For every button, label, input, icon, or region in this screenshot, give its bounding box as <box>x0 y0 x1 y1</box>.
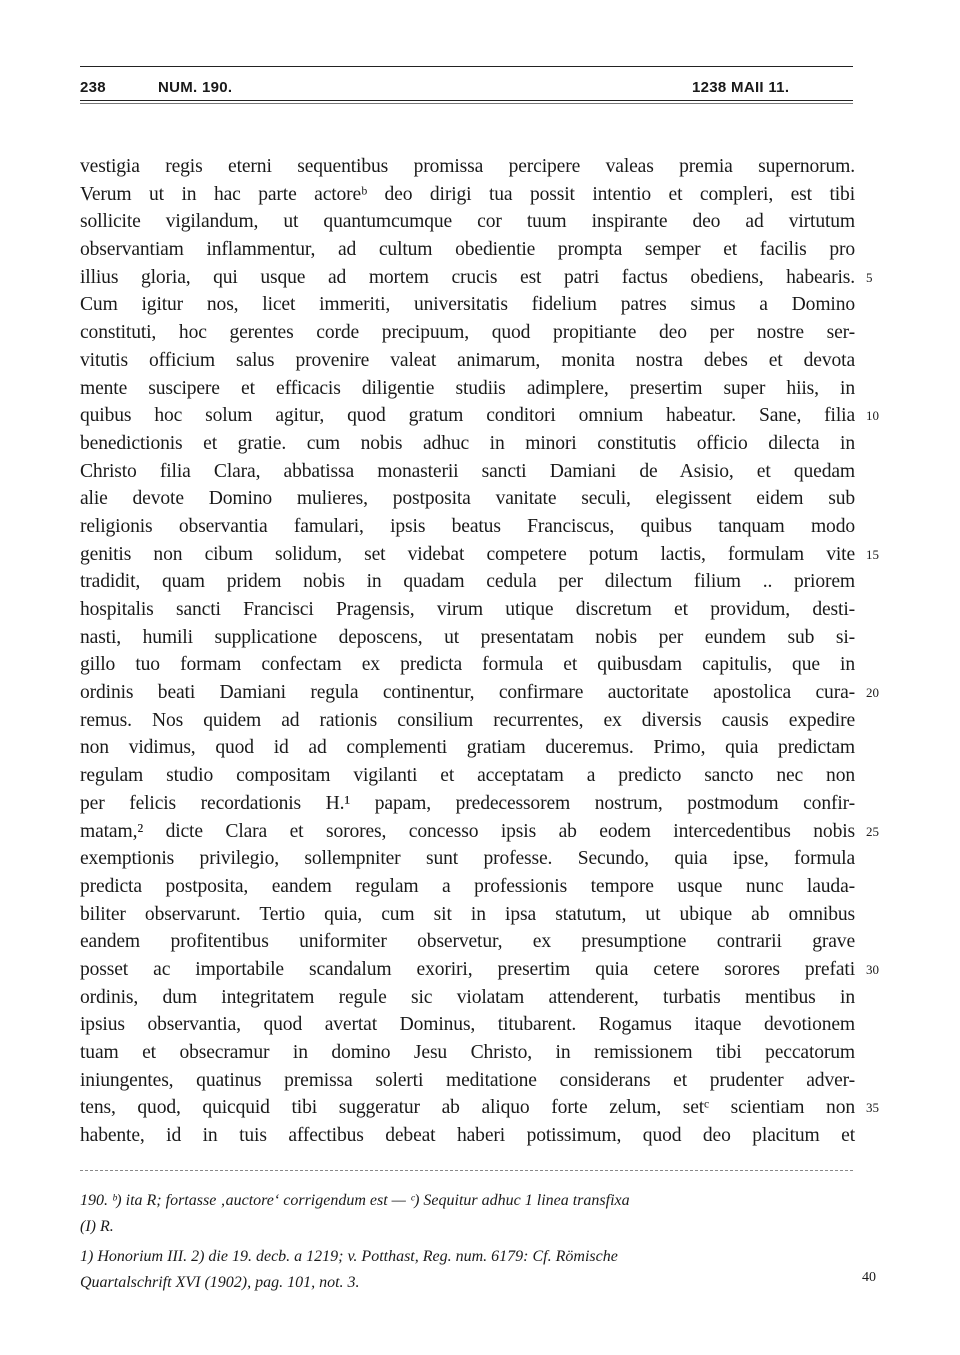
text-line-content: ordinis, dum integritatem regule sic violatam attenderent, turbatis mentibus in <box>80 986 855 1008</box>
text-line <box>80 707 855 735</box>
text-line-content: vitutis officium salus provenire valeat animarum, monita nostra debes et devota <box>80 349 855 371</box>
text-line <box>80 679 879 707</box>
text-line-content: predicta postposita, eandem regulam a professionis tempore usque nunc lauda- <box>80 875 855 897</box>
text-line-content: constituti, hoc gerentes corde precipuum, quod propitiante deo per nostre ser- <box>80 322 855 344</box>
line-number: 40 <box>862 1270 876 1285</box>
text-line-content: matam,² dicte Clara et sorores, concesso ipsis ab eodem intercedentibus nobis <box>80 820 855 842</box>
text-line <box>80 264 873 292</box>
text-line <box>80 1094 879 1122</box>
text-line-content: exemptionis privilegio, sollempniter sunt professe. Secundo, quia ipse, formula <box>80 848 855 870</box>
footnote-text: (I) R. <box>80 1218 114 1235</box>
main-text <box>80 153 879 1150</box>
running-header <box>80 74 853 100</box>
text-line-content: non vidimus, quod id ad complementi gratiam duceremus. Primo, quia predictam <box>80 737 855 759</box>
line-number: 15 <box>866 546 879 562</box>
text-line-content: gillo tuo formam confectam ex predicta formula et quibusdam capitulis, que in <box>80 654 855 676</box>
text-line-content: ordinis beati Damiani regula continentur, confirmare auctoritate apostolica cura- <box>80 682 855 704</box>
text-line <box>80 984 855 1012</box>
text-line-content: vestigia regis eterni sequentibus promissa percipere valeas premia supernorum. <box>80 156 855 177</box>
footnote-text: Quartalschrift XVI (1902), pag. 101, not. 3. <box>80 1274 360 1291</box>
text-line <box>80 541 879 569</box>
line-number: 30 <box>866 961 879 977</box>
text-line <box>80 181 855 209</box>
text-line-content: regulam studio compositam vigilanti et acceptatam a predicto sancto nec non <box>80 765 855 787</box>
text-line-content: per felicis recordationis H.¹ papam, predecessorem nostrum, postmodum confir- <box>80 792 855 814</box>
text-line <box>80 1122 855 1150</box>
text-line-content: eandem profitentibus uniformiter observetur, ex presumptione contrarii grave <box>80 931 855 953</box>
header-bottom-rule <box>80 100 853 101</box>
line-number: 10 <box>866 408 879 424</box>
text-line-content: mente suscipere et efficacis diligentie studiis adimplere, presertim super hiis, in <box>80 377 855 399</box>
text-line-content: biliter observarunt. Tertio quia, cum sit in ipsa statutum, ut ubique ab omnibus <box>80 903 855 925</box>
line-number: 5 <box>866 269 873 285</box>
text-line <box>80 818 879 846</box>
text-line <box>80 236 855 264</box>
text-line <box>80 153 855 181</box>
text-line <box>80 291 855 319</box>
text-line <box>80 1067 855 1095</box>
text-line-content: tuam et obsecramur in domino Jesu Christo, in remissionem tibi peccatorum <box>80 1042 855 1063</box>
text-line <box>80 513 855 541</box>
text-line-content: benedictionis et gratie. cum nobis adhuc in minori constitutis officio dilecta in <box>80 432 855 454</box>
text-line <box>80 790 855 818</box>
text-line-content: religionis observantia famulari, ipsis beatus Franciscus, quibus tanquam modo <box>80 515 855 537</box>
text-line-content: ipsius observantia, quod avertat Dominus, titubarent. Rogamus itaque devotionem <box>80 1014 855 1036</box>
text-line <box>80 1039 855 1067</box>
line-number: 20 <box>866 685 879 701</box>
text-line <box>80 375 855 403</box>
page-number: 238 <box>80 79 106 96</box>
text-line-content: remus. Nos quidem ad rationis consilium recurrentes, ex diversis causis expedire <box>80 709 855 731</box>
footnote-line <box>80 1244 853 1270</box>
text-line-content: hospitalis sancti Francisci Pragensis, virum utique discretum et providum, desti- <box>80 599 855 620</box>
text-line <box>80 845 855 873</box>
text-line-content: observantiam inflammentur, ad cultum obedientie prompta semper et facilis pro <box>80 239 855 261</box>
text-line <box>80 873 855 901</box>
text-line <box>80 430 855 458</box>
text-line <box>80 402 879 430</box>
text-line <box>80 928 855 956</box>
header-bottom-rule-thin <box>80 103 853 104</box>
text-line-content: Verum ut in hac parte actoreᵇ deo dirigi tua possit intentio et compleri, est tibi <box>80 183 855 205</box>
text-line <box>80 596 855 624</box>
text-line <box>80 901 855 929</box>
footnote-separator <box>80 1170 853 1171</box>
text-line <box>80 208 855 236</box>
line-number: 25 <box>866 823 879 839</box>
text-line <box>80 568 855 596</box>
text-line <box>80 1011 855 1039</box>
text-line <box>80 956 879 984</box>
footnote-line <box>80 1214 853 1240</box>
document-number: NUM. 190. <box>158 79 233 96</box>
text-line-content: habente, id in tuis affectibus debeat haberi potissimum, quod deo placitum et <box>80 1125 855 1147</box>
text-line-content: Cum igitur nos, licet immeriti, universitatis fidelium patres simus a Domino <box>80 294 855 316</box>
footnote-text: 190. ᵇ) ita R; fortasse ‚auctore‘ corrigendum est — ᶜ) Sequitur adhuc 1 linea transfixa <box>80 1192 630 1209</box>
text-line-content: quibus hoc solum agitur, quod gratum conditori omnium habeatur. Sane, filia <box>80 405 855 427</box>
text-line-content: illius gloria, qui usque ad mortem crucis est patri factus obediens, habearis. <box>80 266 855 288</box>
text-line-content: nasti, humili supplicatione deposcens, ut presentatam nobis per eundem sub si- <box>80 626 855 648</box>
text-line <box>80 485 855 513</box>
text-line-content: tens, quod, quicquid tibi suggeratur ab aliquo forte zelum, setᶜ scientiam non <box>80 1097 855 1119</box>
text-line-content: iniungentes, quatinus premissa solerti meditatione considerans et prudenter adver- <box>80 1069 855 1091</box>
footnotes <box>80 1188 853 1296</box>
document-date: 1238 MAII 11. <box>692 79 790 96</box>
text-line <box>80 624 855 652</box>
footnote-text: 1) Honorium III. 2) die 19. decb. a 1219; v. Potthast, Reg. num. 6179: Cf. Römische <box>80 1248 618 1265</box>
text-line-content: genitis non cibum solidum, set videbat competere potum lactis, formulam vite <box>80 543 855 565</box>
text-line-content: sollicite vigilandum, ut quantumcumque cor tuum inspirante deo ad virtutum <box>80 211 855 233</box>
text-line-content: alie devote Domino mulieres, postposita vanitate seculi, elegissent eidem sub <box>80 488 855 510</box>
footnote-line <box>80 1270 853 1296</box>
text-line <box>80 762 855 790</box>
text-line-content: posset ac importabile scandalum exoriri, presertim quia cetere sorores prefati <box>80 958 855 980</box>
text-line <box>80 651 855 679</box>
text-line-content: tradidit, quam pridem nobis in quadam cedula per dilectum filium .. priorem <box>80 571 855 593</box>
text-line <box>80 734 855 762</box>
text-line-content: Christo filia Clara, abbatissa monasterii sancti Damiani de Asisio, et quedam <box>80 460 855 482</box>
header-top-rule <box>80 66 853 67</box>
line-number: 35 <box>866 1100 879 1116</box>
text-line <box>80 347 855 375</box>
text-line <box>80 319 855 347</box>
footnote-line <box>80 1188 853 1214</box>
text-line <box>80 458 855 486</box>
